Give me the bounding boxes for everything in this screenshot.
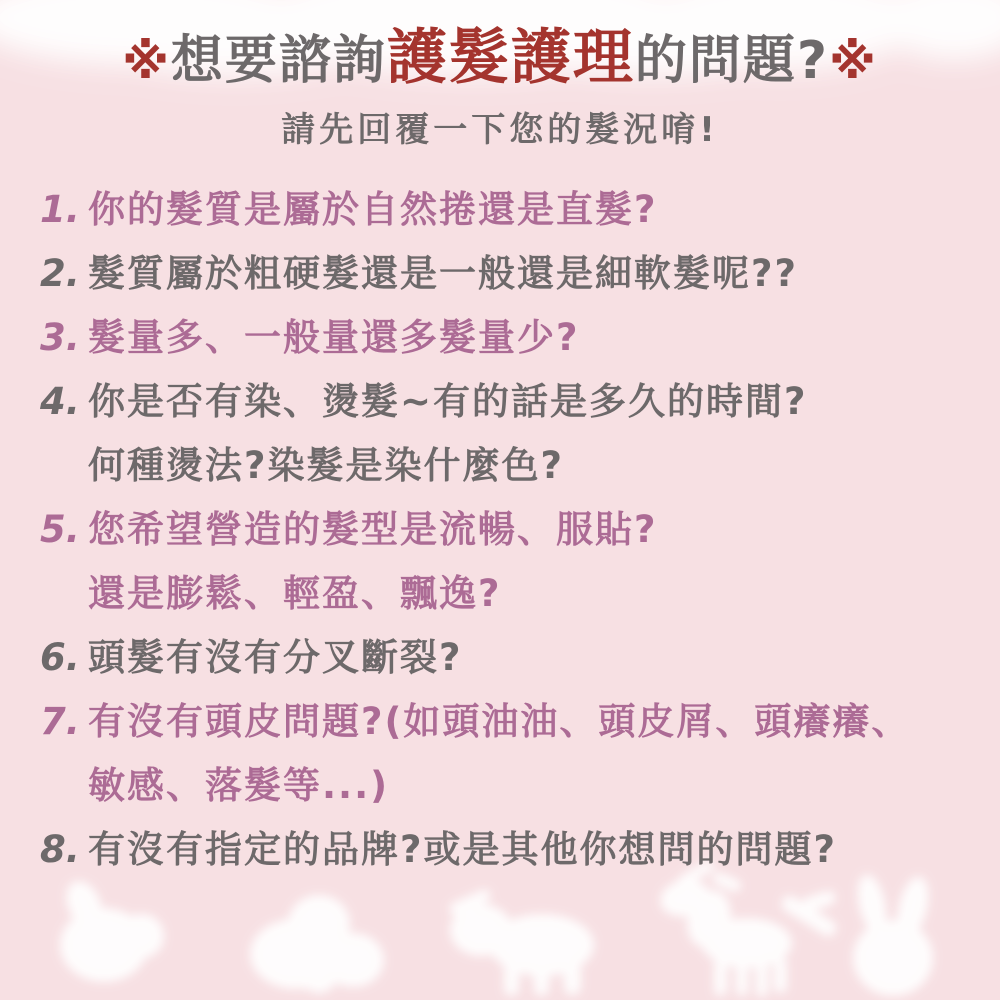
poodle-silhouette-icon xyxy=(250,895,395,995)
question-item xyxy=(40,498,984,626)
question-item xyxy=(40,242,984,306)
question-text xyxy=(88,818,984,882)
title-highlight: 護髮護理 xyxy=(386,23,635,93)
bunny-snout xyxy=(120,914,164,958)
bunny-silhouette-icon xyxy=(58,880,173,988)
question-text xyxy=(88,306,984,370)
question-item xyxy=(40,370,984,498)
question-list xyxy=(40,178,984,882)
rabbit-body xyxy=(853,920,933,996)
question-line: 敏感、落髮等...) xyxy=(88,764,390,807)
question-line: 還是膨鬆、輕盈、飄逸? xyxy=(88,572,502,615)
unicorn-leg xyxy=(756,960,768,997)
question-number: 5. xyxy=(40,508,80,551)
rabbit-silhouette-icon xyxy=(843,874,947,998)
question-text xyxy=(88,178,984,242)
unicorn-tail xyxy=(801,889,838,913)
bull-leg xyxy=(564,963,581,995)
title-part2: 的問題? xyxy=(634,31,830,91)
question-number: 1. xyxy=(40,188,80,231)
reference-mark-icon: ※ xyxy=(122,34,171,90)
question-line: 您希望營造的髮型是流暢、服貼? xyxy=(88,508,658,551)
question-line: 髮量多、一般量還多髮量少? xyxy=(88,316,580,359)
question-line: 有沒有頭皮問題?(如頭油油、頭皮屑、頭癢癢、 xyxy=(88,700,911,743)
question-text xyxy=(88,690,984,818)
question-text xyxy=(88,498,984,626)
question-item xyxy=(40,818,984,882)
question-item xyxy=(40,690,984,818)
question-text xyxy=(88,370,984,498)
question-line: 你的髮質是屬於自然捲還是直髮? xyxy=(88,188,658,231)
question-number: 4. xyxy=(40,380,80,423)
question-line: 髮質屬於粗硬髮還是一般還是細軟髮呢?? xyxy=(88,252,798,295)
question-line: 有沒有指定的品牌?或是其他你想問的問題? xyxy=(88,828,837,871)
question-number: 6. xyxy=(40,636,80,679)
question-line: 你是否有染、燙髮~有的話是多久的時間? xyxy=(88,380,808,423)
question-number: 8. xyxy=(40,828,80,871)
unicorn-leg xyxy=(736,964,748,996)
question-line: 何種燙法?染髮是染什麼色? xyxy=(88,444,564,487)
subtitle: 請先回覆一下您的髮況唷! xyxy=(281,110,719,150)
question-item xyxy=(40,306,984,370)
bull-leg xyxy=(504,964,519,996)
question-text xyxy=(88,626,984,690)
title-part1: 想要諮詢 xyxy=(170,31,387,91)
reference-mark-icon: ※ xyxy=(829,34,878,90)
page-title xyxy=(0,23,1000,94)
question-text xyxy=(88,242,984,306)
unicorn-silhouette-icon xyxy=(650,868,845,998)
unicorn-leg xyxy=(774,958,787,993)
header xyxy=(0,0,1000,151)
question-number: 3. xyxy=(40,316,80,359)
question-number: 7. xyxy=(40,700,80,743)
question-line: 頭髮有沒有分叉斷裂? xyxy=(88,636,463,679)
question-number: 2. xyxy=(40,252,80,295)
bull-leg xyxy=(534,967,549,996)
bull-silhouette-icon xyxy=(446,884,604,997)
unicorn-leg xyxy=(714,960,727,996)
poodle-leg xyxy=(302,963,336,993)
question-item xyxy=(40,178,984,242)
question-item xyxy=(40,626,984,690)
